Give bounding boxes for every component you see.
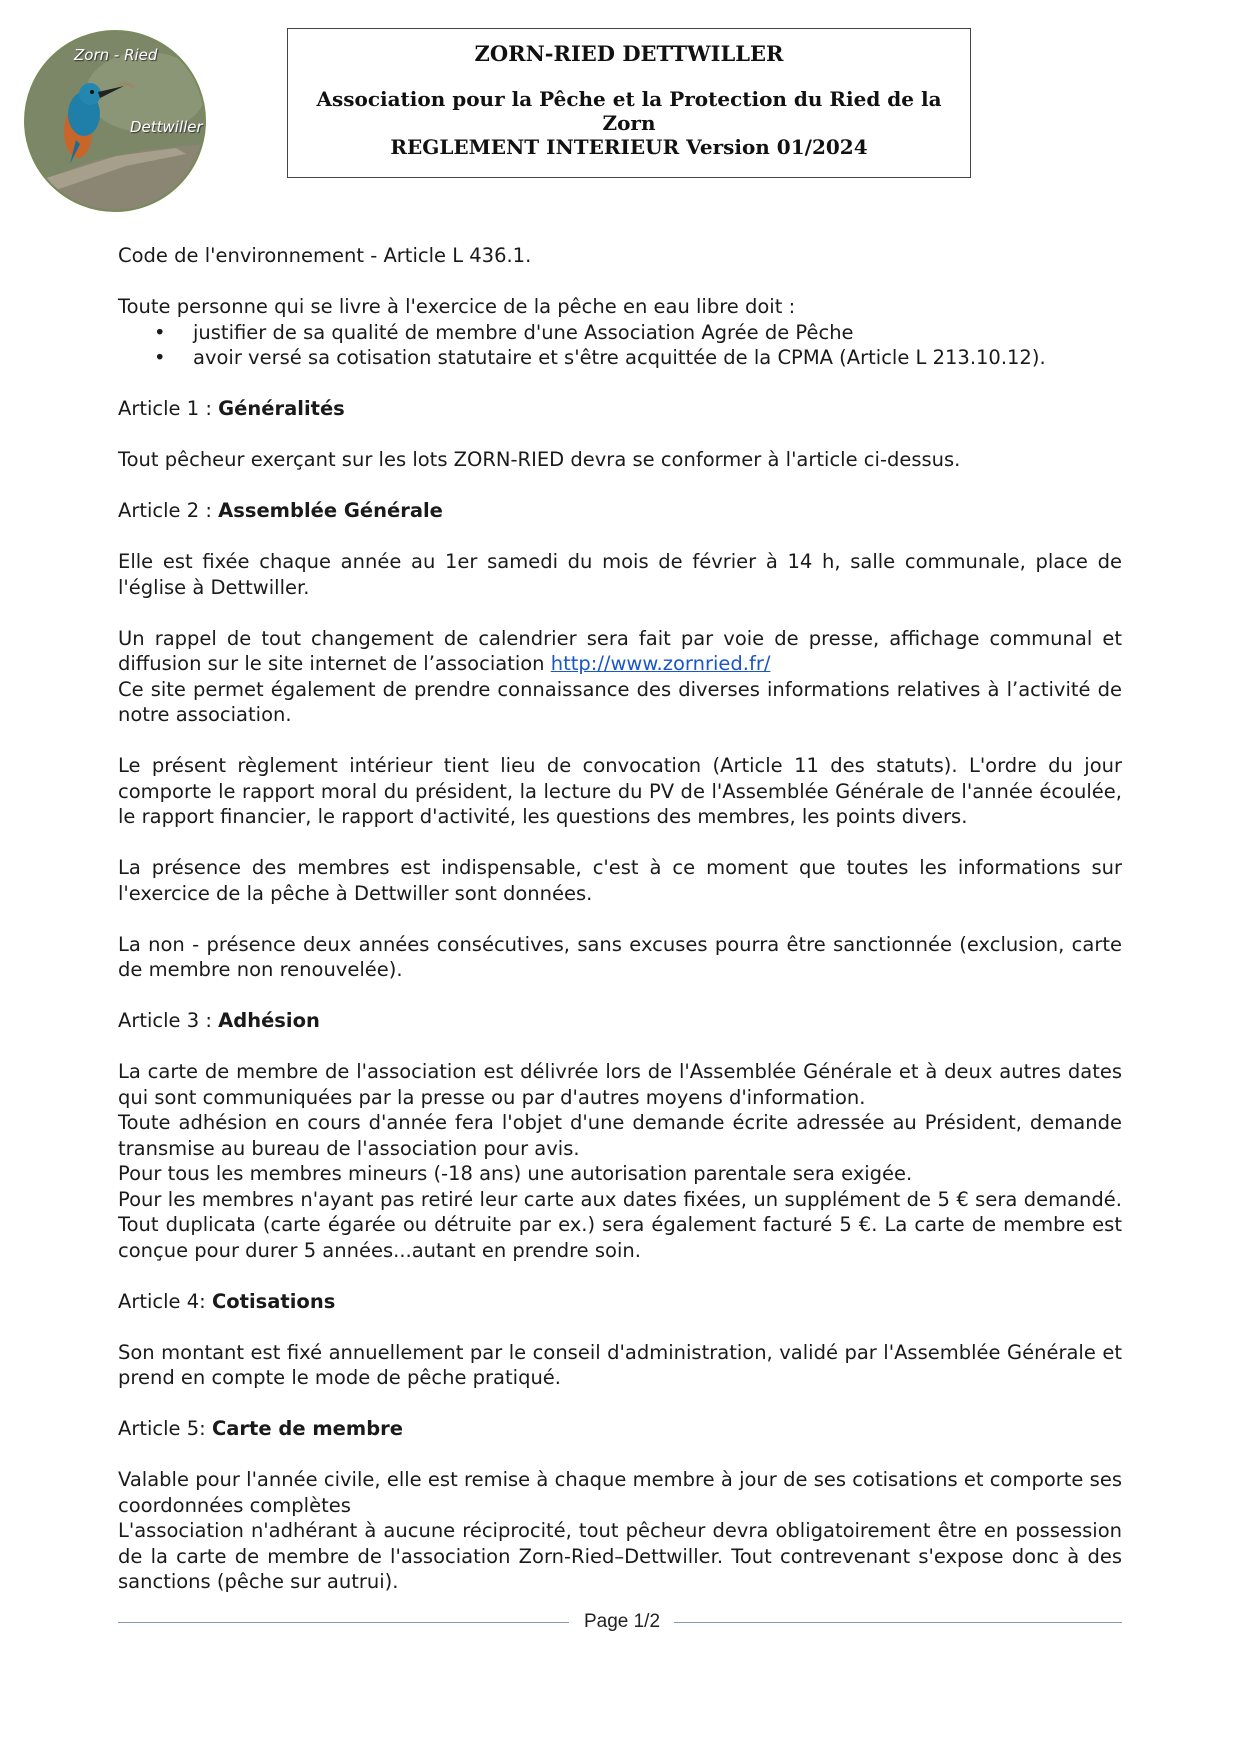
article-2-paragraph-5: La non - présence deux années consécutives, sans excuses pourra être sanctionnée (exclusion, carte de membre non renouvelée). xyxy=(118,932,1122,981)
article-2-prefix: Article 2 : xyxy=(118,499,219,522)
article-3-paragraph-1: La carte de membre de l'association est délivrée lors de l'Assemblée Générale et à deux autres dates qui sont communiquées par la presse ou par d'autres moyens d'information. xyxy=(118,1060,1122,1109)
article-1-heading xyxy=(118,396,1122,422)
article-2-paragraph-4: La présence des membres est indispensable, c'est à ce moment que toutes les informations sur l'exercice de la pêche à Dettwiller sont données. xyxy=(118,856,1122,905)
article-2-title: Assemblée Générale xyxy=(218,499,443,522)
list-item xyxy=(118,320,1122,346)
document-body xyxy=(118,243,1122,1595)
list-item xyxy=(118,345,1122,371)
article-5-title: Carte de membre xyxy=(211,1417,403,1440)
article-4-prefix: Article 4: xyxy=(118,1289,212,1313)
article-5-prefix: Article 5: xyxy=(118,1417,212,1440)
article-4-title: Cotisations xyxy=(211,1289,336,1313)
article-1-prefix: Article 1 : xyxy=(118,397,219,420)
header-title: ZORN-RIED DETTWILLER xyxy=(474,41,784,66)
article-3-paragraph-2: Toute adhésion en cours d'année fera l'objet d'une demande écrite adressée au Président, demande transmise au bureau de l'association pour avis. xyxy=(118,1111,1122,1160)
article-2-paragraph-2 xyxy=(118,626,1122,728)
article-3-title: Adhésion xyxy=(218,1009,320,1032)
article-3-prefix: Article 3 : xyxy=(118,1009,219,1032)
bullet-icon: • xyxy=(154,320,166,344)
header-subtitle: Association pour la Pêche et la Protection du Ried de la Zorn xyxy=(316,87,942,135)
article-4-paragraph: Son montant est fixé annuellement par le conseil d'administration, validé par l'Assemblée Générale et prend en compte le mode de pêche pratiqué. xyxy=(118,1340,1122,1389)
association-logo xyxy=(24,30,206,212)
article-3-paragraph-4: Pour les membres n'ayant pas retiré leur carte aux dates fixées, un supplément de 5 € sera demandé. Tout duplicata (carte égarée ou détruite par ex.) sera également facturé 5 €. La carte de membre est conçue pour durer 5 années...autant en prendre soin. xyxy=(118,1187,1122,1262)
article-5-paragraph-1: Valable pour l'année civile, elle est remise à chaque membre à jour de ses cotisations et comporte ses coordonnées complètes xyxy=(118,1468,1122,1517)
page-number: Page 1/2 xyxy=(583,1611,661,1632)
article-1-title: Généralités xyxy=(218,397,345,420)
article-2-paragraph-3: Le présent règlement intérieur tient lieu de convocation (Article 11 des statuts). L'ordre du jour comporte le rapport moral du président, la lecture du PV de l'Assemblée Générale de l'année écoulée, le rapport financier, le rapport d'activité, les questions des membres, les points divers. xyxy=(118,754,1122,828)
logo-bottom-text: Dettwiller xyxy=(130,118,203,136)
footer-divider-left xyxy=(118,1622,569,1623)
list-item-text: avoir versé sa cotisation statutaire et s'être acquittée de la CPMA (Article L 213.10.12). xyxy=(193,346,1046,369)
intro-lead: Toute personne qui se livre à l'exercice de la pêche en eau libre doit : xyxy=(118,295,796,318)
bullet-icon: • xyxy=(154,346,166,369)
article-5-heading xyxy=(118,1416,1122,1442)
page-footer xyxy=(118,1608,1122,1638)
list-item-text: justifier de sa qualité de membre d'une Association Agrée de Pêche xyxy=(193,320,854,344)
header-version: REGLEMENT INTERIEUR Version 01/2024 xyxy=(390,135,868,159)
article-1-paragraph: Tout pêcheur exerçant sur les lots ZORN-RIED devra se conformer à l'article ci-dessus. xyxy=(118,448,961,471)
article-3-heading xyxy=(118,1008,1122,1034)
article-2-heading xyxy=(118,498,1122,524)
footer-divider-right xyxy=(674,1622,1122,1623)
article-2-paragraph-2-text: Un rappel de tout changement de calendrier sera fait par voie de presse, affichage communal et diffusion sur le site internet de l’association xyxy=(118,626,1122,675)
logo-top-text: Zorn - Ried xyxy=(74,46,158,64)
legal-reference: Code de l'environnement - Article L 436.1. xyxy=(118,244,532,267)
article-2-paragraph-2-continued: Ce site permet également de prendre connaissance des diverses informations relatives à l’activité de notre association. xyxy=(118,677,1122,726)
article-5-paragraph-2: L'association n'adhérant à aucune réciprocité, tout pêcheur devra obligatoirement être en possession de la carte de membre de l'association Zorn-Ried–Dettwiller. Tout contrevenant s'expose donc à des sanctions (pêche sur autrui). xyxy=(118,1519,1122,1593)
website-link[interactable]: http://www.zornried.fr/ xyxy=(550,652,771,675)
document-header xyxy=(287,28,971,178)
article-4-heading xyxy=(118,1289,1122,1315)
article-2-paragraph-1: Elle est fixée chaque année au 1er samedi du mois de février à 14 h, salle communale, place de l'église à Dettwiller. xyxy=(118,550,1122,599)
article-3-paragraph-3: Pour tous les membres mineurs (-18 ans) une autorisation parentale sera exigée. xyxy=(118,1162,913,1185)
intro-bullet-list xyxy=(118,320,1122,371)
